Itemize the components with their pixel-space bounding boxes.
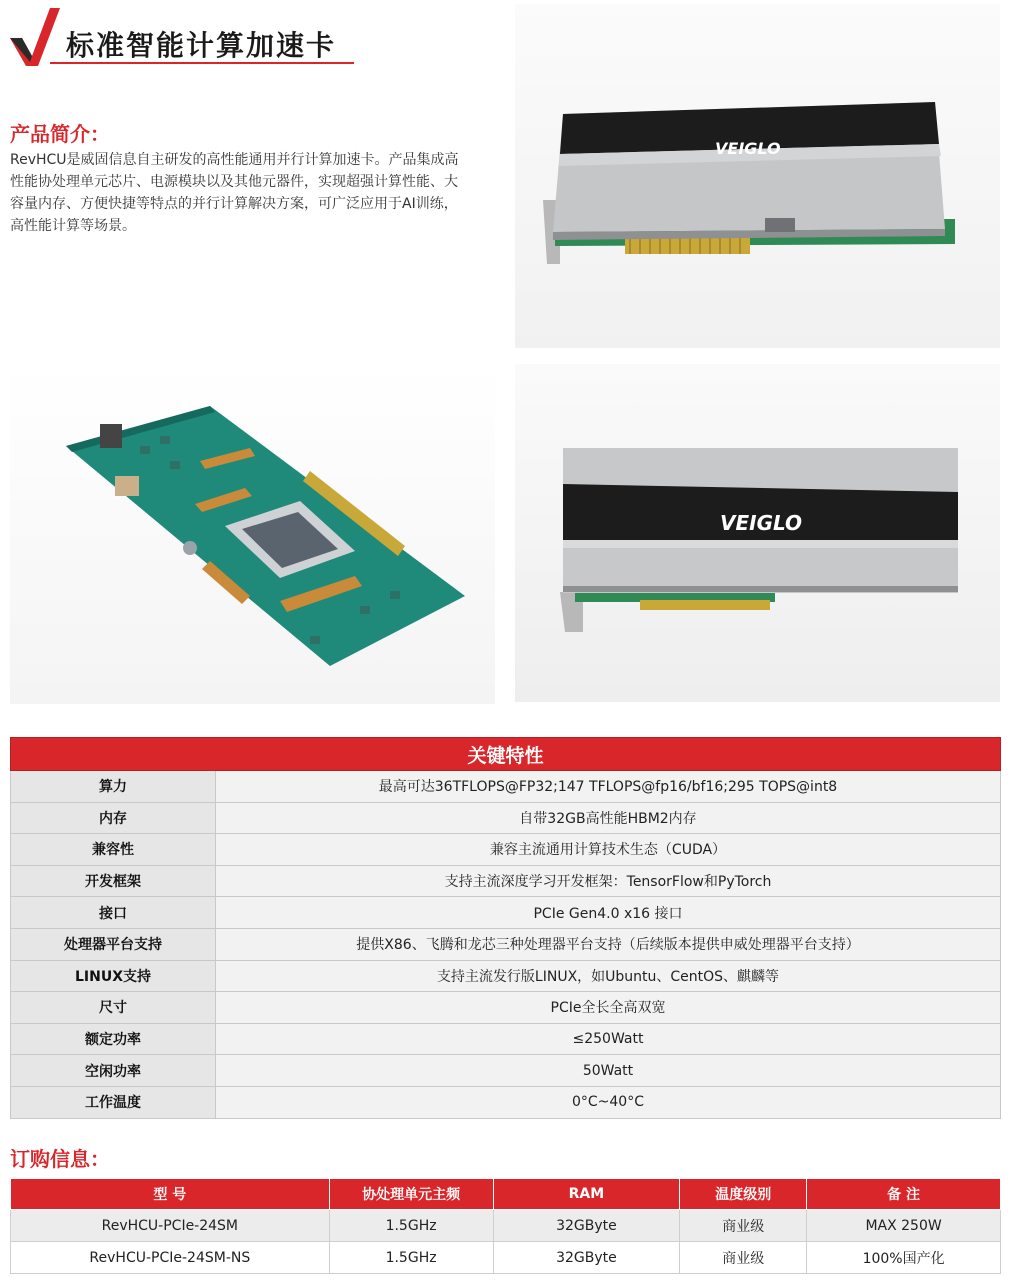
- feature-value: 兼容主流通用计算技术生态（CUDA）: [216, 834, 1001, 866]
- feature-value: PCIe全长全高双宽: [216, 992, 1001, 1024]
- order-model: RevHCU-PCIe-24SM: [11, 1210, 330, 1242]
- order-ram: 32GByte: [493, 1210, 680, 1242]
- order-temp-grade: 商业级: [680, 1210, 807, 1242]
- table-row: [11, 1055, 1001, 1087]
- table-row: [11, 960, 1001, 992]
- feature-value: 0°C~40°C: [216, 1086, 1001, 1118]
- column-header: 协处理单元主频: [329, 1179, 493, 1210]
- table-row: [11, 802, 1001, 834]
- brand-logo-top: VEIGLO: [715, 139, 781, 158]
- order-frequency: 1.5GHz: [329, 1210, 493, 1242]
- order-temp-grade: 商业级: [680, 1242, 807, 1274]
- column-header: RAM: [493, 1179, 680, 1210]
- table-row: [11, 1242, 1001, 1274]
- page-title: 标准智能计算加速卡: [66, 29, 337, 62]
- feature-value: 最高可达36TFLOPS@FP32;147 TFLOPS@fp16/bf16;295 TOPS@int8: [216, 771, 1001, 803]
- product-photo-card-angled: [515, 4, 1000, 348]
- order-note: MAX 250W: [807, 1210, 1001, 1242]
- order-ram: 32GByte: [493, 1242, 680, 1274]
- table-row: [11, 1023, 1001, 1055]
- feature-value: 50Watt: [216, 1055, 1001, 1087]
- feature-value: PCIe Gen4.0 x16 接口: [216, 897, 1001, 929]
- feature-label: 额定功率: [11, 1023, 216, 1055]
- feature-label: 开发框架: [11, 865, 216, 897]
- table-row: [11, 928, 1001, 960]
- table-row: [11, 1086, 1001, 1118]
- feature-value: 支持主流深度学习开发框架：TensorFlow和PyTorch: [216, 865, 1001, 897]
- feature-label: LINUX支持: [11, 960, 216, 992]
- table-row: [11, 865, 1001, 897]
- key-features-title: 关键特性: [11, 738, 1001, 771]
- ordering-heading: 订购信息：: [10, 1147, 110, 1171]
- feature-value: ≤250Watt: [216, 1023, 1001, 1055]
- table-row: [11, 771, 1001, 803]
- ordering-table: [10, 1178, 1001, 1274]
- column-header: 型 号: [11, 1179, 330, 1210]
- feature-label: 工作温度: [11, 1086, 216, 1118]
- brand-check-mark-icon: [10, 8, 60, 66]
- feature-label: 算力: [11, 771, 216, 803]
- feature-label: 内存: [11, 802, 216, 834]
- order-model: RevHCU-PCIe-24SM-NS: [11, 1242, 330, 1274]
- feature-label: 接口: [11, 897, 216, 929]
- product-photo-pcb-board: [10, 366, 495, 704]
- brand-logo-bottom: VEIGLO: [720, 511, 803, 535]
- column-header: 温度级别: [680, 1179, 807, 1210]
- feature-value: 自带32GB高性能HBM2内存: [216, 802, 1001, 834]
- order-frequency: 1.5GHz: [329, 1242, 493, 1274]
- feature-label: 处理器平台支持: [11, 928, 216, 960]
- table-row: [11, 992, 1001, 1024]
- intro-heading: 产品简介：: [10, 122, 110, 146]
- table-row: [11, 897, 1001, 929]
- table-row: [11, 834, 1001, 866]
- feature-value: 支持主流发行版LINUX，如Ubuntu、CentOS、麒麟等: [216, 960, 1001, 992]
- feature-label: 兼容性: [11, 834, 216, 866]
- intro-text: RevHCU是威固信息自主研发的高性能通用并行计算加速卡。产品集成高性能协处理单元芯片、电源模块以及其他元器件，实现超强计算性能、大容量内存、方便快捷等特点的并行计算解决方案，可广泛应用于AI训练，高性能计算等场景。: [10, 152, 459, 234]
- feature-label: 空闲功率: [11, 1055, 216, 1087]
- table-row: [11, 1210, 1001, 1242]
- order-note: 100%国产化: [807, 1242, 1001, 1274]
- key-features-table: [10, 737, 1001, 1119]
- feature-value: 提供X86、飞腾和龙芯三种处理器平台支持（后续版本提供申威处理器平台支持）: [216, 928, 1001, 960]
- feature-label: 尺寸: [11, 992, 216, 1024]
- product-photo-card-front: [515, 364, 1000, 702]
- title-underline: [50, 62, 354, 64]
- column-header: 备 注: [807, 1179, 1001, 1210]
